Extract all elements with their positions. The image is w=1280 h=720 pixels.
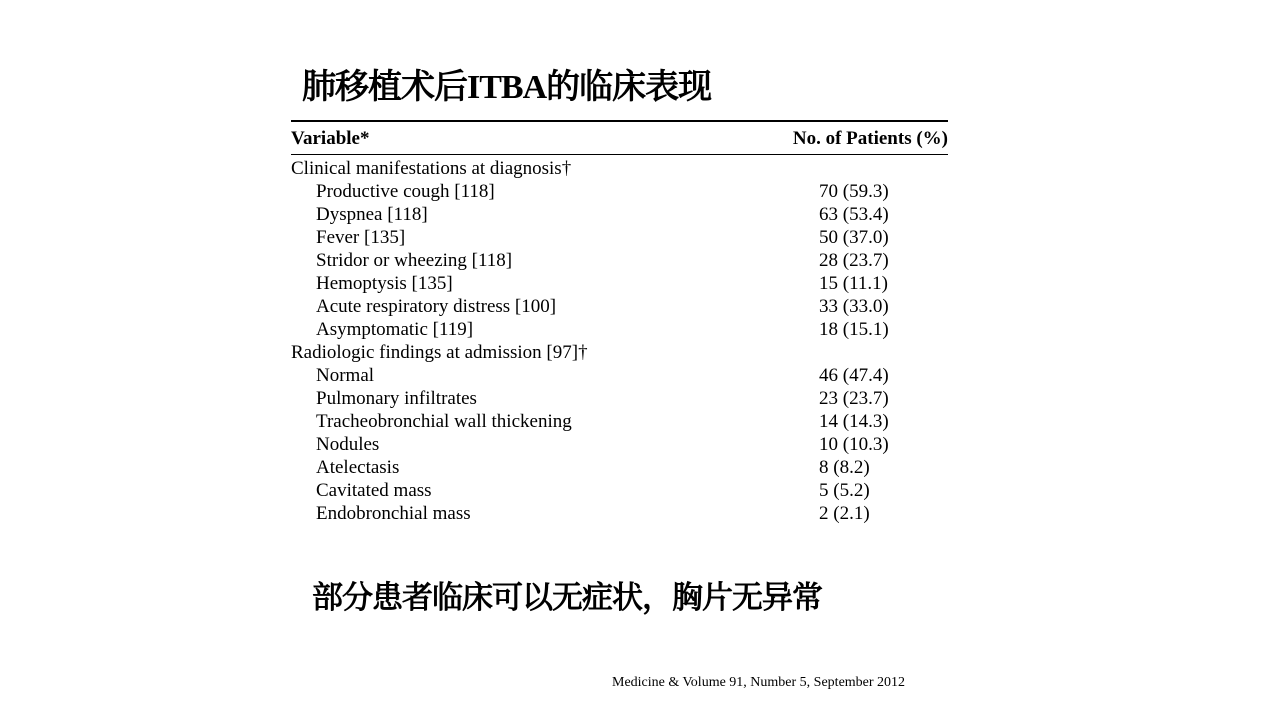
table-top-rule	[291, 120, 948, 122]
title-suffix: 的临床表现	[546, 67, 712, 107]
row-label: Asymptomatic [119]	[316, 319, 474, 340]
row-label: Hemoptysis [135]	[316, 273, 453, 294]
slide-title	[302, 66, 711, 109]
table-row	[291, 249, 948, 272]
row-value: 23 (23.7)	[819, 388, 889, 409]
table-row	[291, 456, 948, 479]
row-value: 50 (37.0)	[819, 227, 889, 248]
table-row	[291, 479, 948, 502]
row-value: 70 (59.3)	[819, 181, 889, 202]
table-row	[291, 318, 948, 341]
row-label: Acute respiratory distress [100]	[316, 296, 557, 317]
table-row	[291, 502, 948, 525]
row-label: Clinical manifestations at diagnosis†	[291, 158, 572, 179]
row-label: Atelectasis	[316, 457, 400, 478]
table-row	[291, 180, 948, 203]
table-row	[291, 295, 948, 318]
table-header-rule	[291, 154, 948, 155]
table-row	[291, 410, 948, 433]
row-value: 33 (33.0)	[819, 296, 889, 317]
row-value: 10 (10.3)	[819, 434, 889, 455]
title-latin: ITBA	[467, 69, 547, 106]
row-label: Nodules	[316, 434, 380, 455]
citation: Medicine & Volume 91, Number 5, September 2012	[612, 675, 906, 690]
row-value: 2 (2.1)	[819, 503, 870, 524]
table-row	[291, 433, 948, 456]
table-row	[291, 203, 948, 226]
row-label: Tracheobronchial wall thickening	[316, 411, 572, 432]
title-prefix: 肺移植术后	[302, 67, 467, 107]
row-value: 28 (23.7)	[819, 250, 889, 271]
row-label: Pulmonary infiltrates	[316, 388, 477, 409]
row-label: Dyspnea [118]	[316, 204, 428, 225]
row-value: 18 (15.1)	[819, 319, 889, 340]
row-value: 46 (47.4)	[819, 365, 889, 386]
row-label: Fever [135]	[316, 227, 406, 248]
table-section-row	[291, 157, 948, 180]
table-row	[291, 364, 948, 387]
row-label: Endobronchial mass	[316, 503, 471, 524]
row-value: 8 (8.2)	[819, 457, 870, 478]
table-section-row	[291, 341, 948, 364]
row-value: 63 (53.4)	[819, 204, 889, 225]
row-label: Cavitated mass	[316, 480, 432, 501]
table-row	[291, 387, 948, 410]
slide-note: 部分患者临床可以无症状，胸片无异常	[312, 580, 822, 616]
row-label: Stridor or wheezing [118]	[316, 250, 513, 271]
table-row	[291, 226, 948, 249]
row-label: Normal	[316, 365, 375, 386]
table-row	[291, 272, 948, 295]
row-value: 14 (14.3)	[819, 411, 889, 432]
table-header-patients: No. of Patients (%)	[792, 128, 948, 149]
row-value: 5 (5.2)	[819, 480, 870, 501]
row-label: Radiologic findings at admission [97]†	[291, 342, 588, 363]
table-header-variable: Variable*	[291, 128, 370, 149]
row-label: Productive cough [118]	[316, 181, 495, 202]
row-value: 15 (11.1)	[819, 273, 888, 294]
